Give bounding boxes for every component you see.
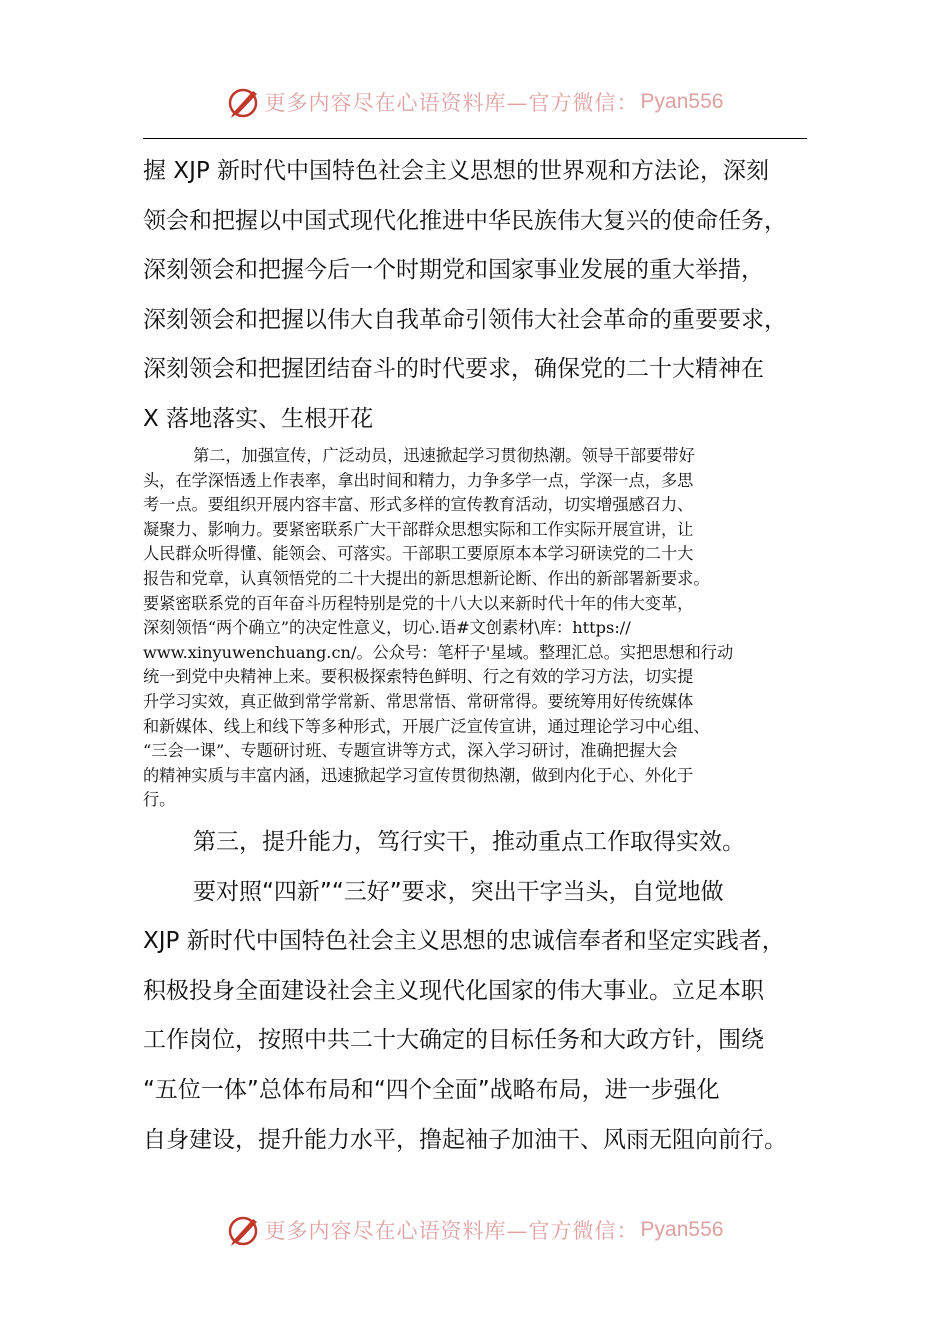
paragraph-line: 工作岗位，按照中共二十大确定的目标任务和大政方针，围绕 xyxy=(143,1027,764,1054)
paragraph-line: 深刻领会和把握以伟大自我革命引领伟大社会革命的重要要求， xyxy=(143,306,787,333)
paragraph-line: 深刻领会和把握今后一个时期党和国家事业发展的重大举措， xyxy=(143,257,764,284)
footer-banner-text: 更多内容尽在心语资料库—官方微信： xyxy=(264,1219,639,1243)
pen-logo-icon xyxy=(227,85,261,119)
paragraph-line: 自身建设，提升能力水平，撸起袖子加油干、风雨无阻向前行。 xyxy=(143,1126,787,1153)
paragraph-line: 要对照“四新”“三好”要求，突出干字当头，自觉地做 xyxy=(193,878,724,905)
paragraph-line: 统一到党中央精神上来。要积极探索特色鲜明、行之有效的学习方法，切实提 xyxy=(143,667,694,687)
paragraph-line: 第二，加强宣传，广泛动员，迅速掀起学习贯彻热潮。领导干部要带好 xyxy=(193,446,695,465)
second-section xyxy=(143,444,809,813)
paragraph-line: 人民群众听得懂、能领会、可落实。干部职工要原原本本学习研读党的二十大 xyxy=(143,544,694,564)
pen-logo-icon xyxy=(227,1213,261,1247)
paragraph-line: XJP 新时代中国特色社会主义思想的忠诚信奉者和坚定实践者， xyxy=(143,928,785,955)
paragraph-line: 和新媒体、线上和线下等多种形式，开展广泛宣传宣讲，通过理论学习中心组、 xyxy=(143,716,710,736)
section-heading: 第三，提升能力，笃行实干，推动重点工作取得实效。 xyxy=(193,829,745,855)
paragraph-line: “五位一体”总体布局和“四个全面”战略布局，进一步强化 xyxy=(143,1076,720,1103)
header-banner-text: 更多内容尽在心语资料库—官方微信： xyxy=(264,91,639,115)
paragraph-line: 凝聚力、影响力。要紧密联系广大干部群众思想实际和工作实际开展宣讲，让 xyxy=(143,519,694,539)
paragraph-line: 深刻领悟“两个确立”的决定性意义，切心.语#文创素材\库：https:// xyxy=(143,618,631,638)
footer-wechat-id: Pyan556 xyxy=(640,1218,724,1241)
header-wechat-id: Pyan556 xyxy=(640,90,724,113)
paragraph-line: 行。 xyxy=(143,790,176,810)
paragraph-line: 头，在学深悟透上作表率，拿出时间和精力，力争多学一点，学深一点，多思 xyxy=(143,470,694,490)
paragraph-line: 领会和把握以中国式现代化推进中华民族伟大复兴的使命任务， xyxy=(143,207,787,234)
paragraph-line: 积极投身全面建设社会主义现代化国家的伟大事业。立足本职 xyxy=(143,977,764,1004)
header-banner xyxy=(0,82,950,122)
paragraph-line: 要紧密联系党的百年奋斗历程特别是党的十八大以来新时代十年的伟大变革， xyxy=(143,593,694,613)
footer-banner xyxy=(0,1210,950,1250)
paragraph-line: X 落地落实、生根开花 xyxy=(143,405,374,432)
paragraph-line: 深刻领会和把握团结奋斗的时代要求，确保党的二十大精神在 xyxy=(143,356,764,383)
third-section xyxy=(143,818,807,1165)
paragraph-line: www.xinyuwenchuang.cn/。公众号：笔杆子'星域。整理汇总。实把思想和行动 xyxy=(143,642,734,662)
top-paragraph xyxy=(143,147,807,445)
paragraph-line: 握 XJP 新时代中国特色社会主义思想的世界观和方法论，深刻 xyxy=(143,158,770,184)
paragraph-line: “三会一课”、专题研讨班、专题宣讲等方式，深入学习研讨，准确把握大会 xyxy=(143,741,678,761)
paragraph-line: 考一点。要组织开展内容丰富、形式多样的宣传教育活动，切实增强感召力、 xyxy=(143,495,694,515)
paragraph-line: 报告和党章，认真领悟党的二十大提出的新思想新论断、作出的新部署新要求。 xyxy=(143,568,710,588)
header-divider xyxy=(143,138,807,139)
paragraph-line: 升学习实效，真正做到常学常新、常思常悟、常研常得。要统筹用好传统媒体 xyxy=(143,691,694,711)
paragraph-line: 的精神实质与丰富内涵，迅速掀起学习宣传贯彻热潮，做到内化于心、外化于 xyxy=(143,765,694,785)
